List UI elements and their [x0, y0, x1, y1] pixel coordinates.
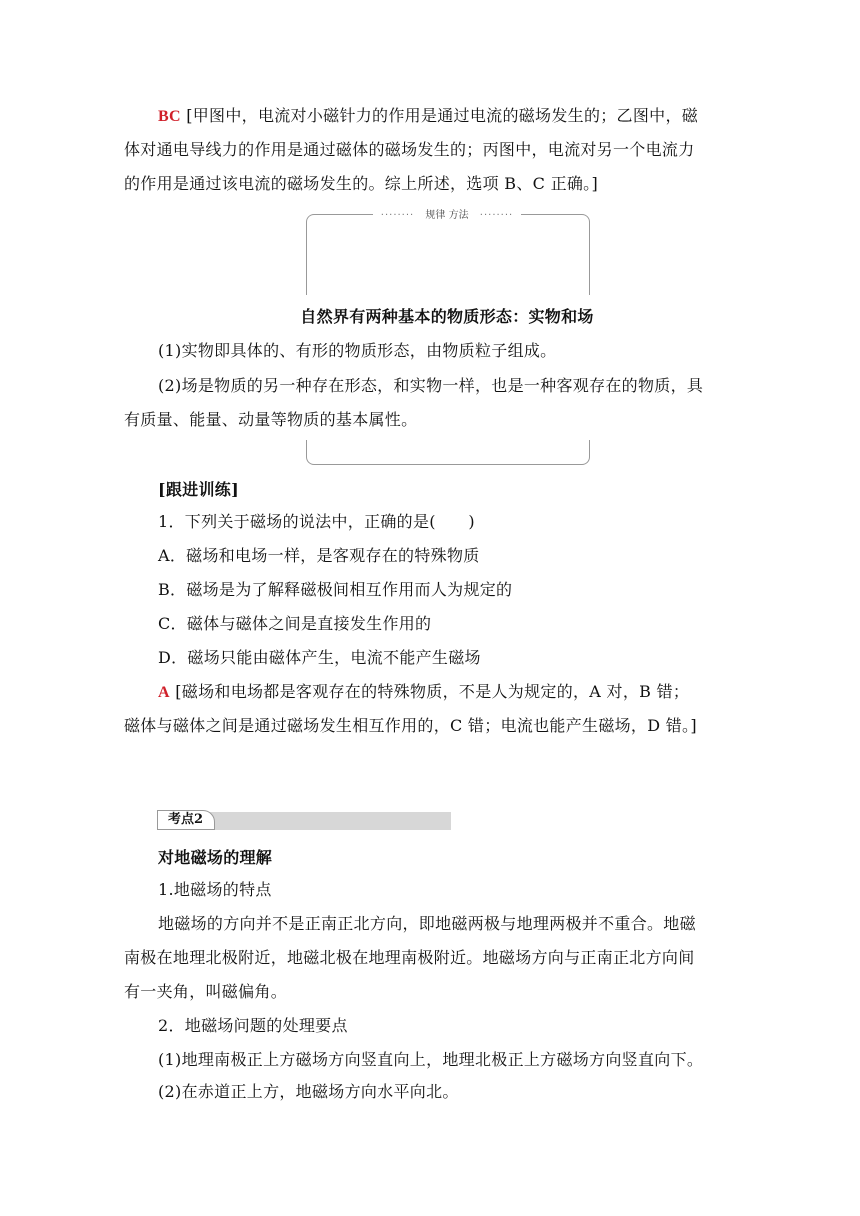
method-title: 自然界有两种基本的物质形态：实物和场 — [300, 307, 594, 326]
section2-heading: 2．地磁场问题的处理要点 — [158, 1016, 348, 1035]
method-box-label: ········ 规律 方法 ········ — [306, 206, 588, 221]
practice-answer-line-1 — [158, 682, 774, 703]
section2-p2: (2)在赤道正上方，地磁场方向水平向北。 — [158, 1082, 459, 1101]
section1-line1: 地磁场的方向并不是正南正北方向，即地磁两极与地理两极并不重合。地磁 — [158, 914, 696, 933]
section2-p1: (1)地理南极正上方磁场方向竖直向上，地理北极正上方磁场方向竖直向下。 — [158, 1050, 704, 1069]
section1-line3: 有一夹角，叫磁偏角。 — [124, 982, 288, 1001]
practice-heading: [跟进训练] — [158, 480, 239, 499]
practice-answer-letter: A — [158, 684, 170, 701]
option-c: C．磁体与磁体之间是直接发生作用的 — [158, 614, 432, 633]
section1-heading: 1.地磁场的特点 — [158, 880, 272, 899]
answer-line-1 — [158, 106, 774, 127]
method-p2-line2: 有质量、能量、动量等物质的基本属性。 — [124, 410, 418, 429]
practice-answer-text-1: [磁场和电场都是客观存在的特殊物质，不是人为规定的，A 对，B 错； — [169, 682, 690, 701]
answer-line-3: 的作用是通过该电流的磁场发生的。综上所述，选项 B、C 正确。] — [124, 174, 599, 193]
practice-question: 1．下列关于磁场的说法中，正确的是( ) — [158, 512, 475, 531]
kaodian-tab: 考点2 — [157, 810, 215, 830]
answer-line-2: 体对通电导线力的作用是通过磁体的磁场发生的；丙图中，电流对另一个电流力 — [124, 140, 695, 159]
method-p1: (1)实物即具体的、有形的物质形态，由物质粒子组成。 — [158, 341, 557, 360]
method-box-top — [306, 214, 590, 295]
option-d: D．磁场只能由磁体产生，电流不能产生磁场 — [158, 648, 481, 667]
practice-answer-line-2: 磁体与磁体之间是通过磁场发生相互作用的，C 错；电流也能产生磁场，D 错。] — [124, 716, 697, 735]
method-p2-line1: (2)场是物质的另一种存在形态，和实物一样，也是一种客观存在的物质，具 — [158, 376, 704, 395]
method-box-bottom — [306, 440, 590, 465]
answer-letters: BC — [158, 108, 181, 125]
option-b: B．磁场是为了解释磁极间相互作用而人为规定的 — [158, 580, 513, 599]
kaodian-title: 对地磁场的理解 — [158, 848, 273, 867]
section1-line2: 南极在地理北极附近，地磁北极在地理南极附近。地磁场方向与正南正北方向间 — [124, 948, 695, 967]
option-a: A．磁场和电场一样，是客观存在的特殊物质 — [158, 546, 480, 565]
answer-text-1: [甲图中，电流对小磁针力的作用是通过电流的磁场发生的；乙图中，磁 — [180, 106, 699, 125]
